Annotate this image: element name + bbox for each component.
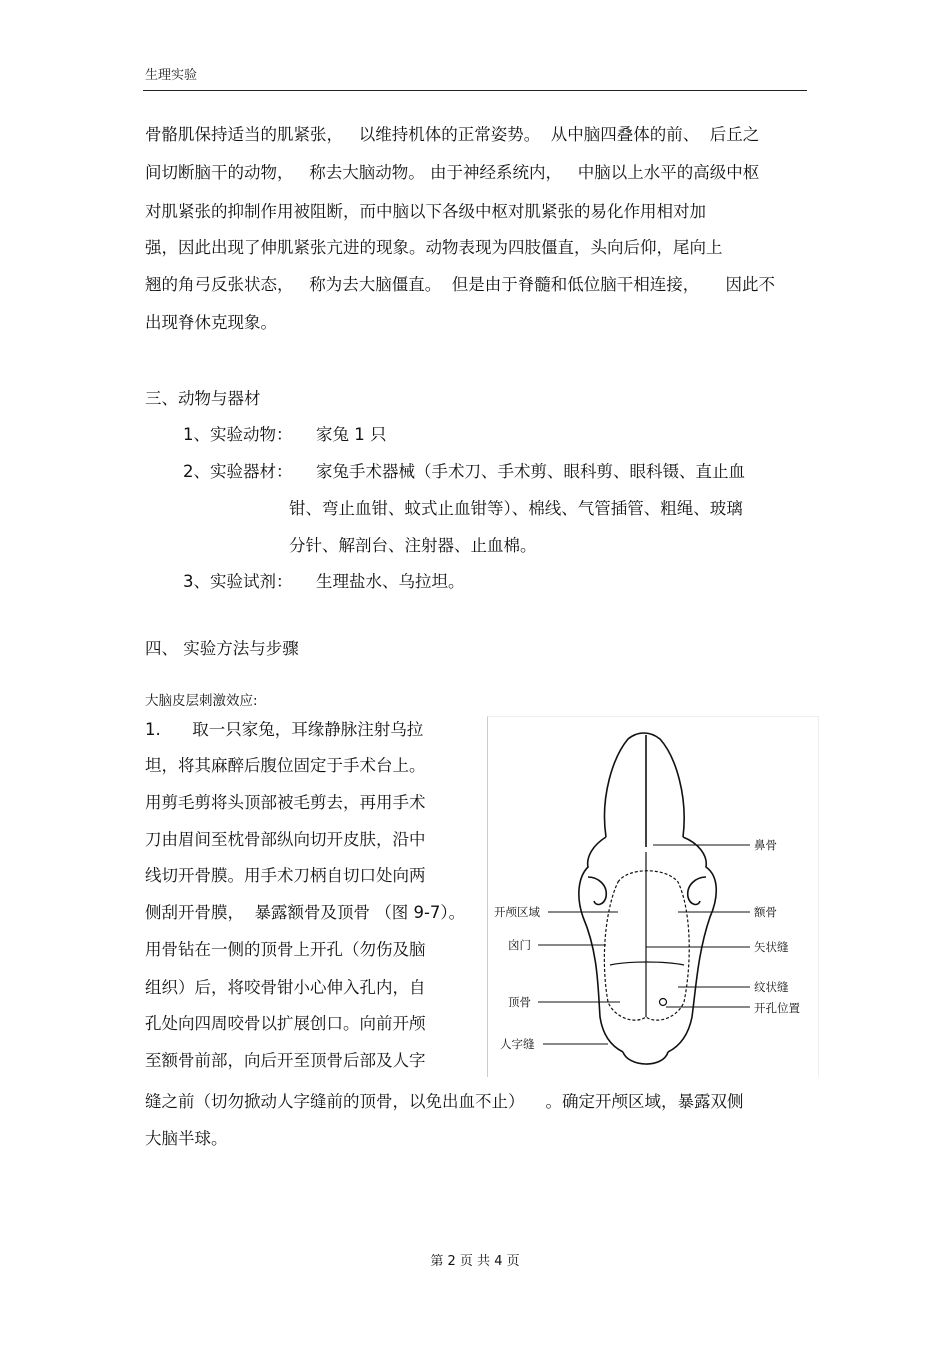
- item-label: 3、实验试剂：: [183, 572, 293, 591]
- body-text-line: 线切开骨膜。用手术刀柄自切口处向两: [145, 866, 426, 885]
- body-text-line: 间切断脑干的动物， 称去大脑动物。 由于神经系统内， 中脑以上水平的高级中枢: [145, 163, 760, 182]
- figure-label: 人字缝: [500, 1037, 535, 1051]
- running-header: 生理实验: [145, 68, 198, 83]
- body-text-line: 侧刮开骨膜， 暴露额骨及顶骨 （图 9-7）。: [145, 903, 466, 922]
- item-value: 家兔 1 只: [316, 425, 387, 444]
- header-rule: [143, 90, 807, 91]
- body-text-line: 用剪毛剪将头顶部被毛剪去，再用手术: [145, 793, 426, 812]
- item-label: 2、实验器材：: [183, 462, 293, 481]
- item-label: 1、实验动物：: [183, 425, 293, 444]
- body-text-line: 刀由眉间至枕骨部纵向切开皮肤，沿中: [145, 830, 426, 849]
- section-heading: 四、 实验方法与步骤: [145, 639, 299, 658]
- body-text-line: 缝之前（切勿掀动人字缝前的顶骨，以免出血不止） 。确定开颅区域，暴露双侧: [145, 1092, 744, 1111]
- item-value: 生理盐水、乌拉坦。: [316, 572, 465, 591]
- body-text-line: 强，因此出现了伸肌紧张亢进的现象。动物表现为四肢僵直，头向后仰，尾向上: [145, 238, 723, 257]
- figure-label: 顶骨: [508, 995, 531, 1009]
- subheading: 大脑皮层刺激效应:: [145, 693, 258, 709]
- rabbit-skull-diagram: [488, 717, 818, 1077]
- body-text-line: 骨骼肌保持适当的肌紧张， 以维持机体的正常姿势。 从中脑四叠体的前、 后丘之: [145, 125, 760, 144]
- item-value: 钳、弯止血钳、蚊式止血钳等）、棉线、气管插管、粗绳、玻璃: [289, 499, 743, 518]
- figure-label: 囟门: [508, 938, 531, 952]
- figure-label: 额骨: [754, 905, 777, 919]
- body-text-line: 大脑半球。: [145, 1129, 228, 1148]
- body-text-line: 孔处向四周咬骨以扩展创口。向前开颅: [145, 1014, 426, 1033]
- figure-label: 开孔位置: [754, 1001, 800, 1015]
- figure-label: 开颅区域: [494, 905, 540, 919]
- body-text-line: 至额骨前部，向后开至顶骨后部及人字: [145, 1051, 426, 1070]
- body-text-line: 出现脊休克现象。: [145, 313, 277, 332]
- body-text-line: 用骨钻在一侧的顶骨上开孔（勿伤及脑: [145, 940, 426, 959]
- figure-label: 纹状缝: [754, 980, 789, 994]
- figure-label: 矢状缝: [754, 940, 789, 954]
- item-value: 分针、解剖台、注射器、止血棉。: [289, 536, 537, 555]
- skull-figure: [487, 716, 819, 1077]
- figure-label: 鼻骨: [754, 838, 777, 852]
- page-footer: 第 2 页 共 4 页: [430, 1254, 520, 1269]
- body-text-line: 组织）后，将咬骨钳小心伸入孔内，自: [145, 978, 426, 997]
- body-text-line: 对肌紧张的抑制作用被阻断，而中脑以下各级中枢对肌紧张的易化作用相对加: [145, 202, 706, 221]
- item-value: 家兔手术器械（手术刀、手术剪、眼科剪、眼科镊、直止血: [316, 462, 745, 481]
- body-text-line: 1. 取一只家兔，耳缘静脉注射乌拉: [145, 720, 424, 739]
- section-heading: 三、动物与器材: [145, 389, 261, 408]
- body-text-line: 翘的角弓反张状态， 称为去大脑僵直。 但是由于脊髓和低位脑干相连接， 因此不: [145, 275, 775, 294]
- body-text-line: 坦，将其麻醉后腹位固定于手术台上。: [145, 756, 426, 775]
